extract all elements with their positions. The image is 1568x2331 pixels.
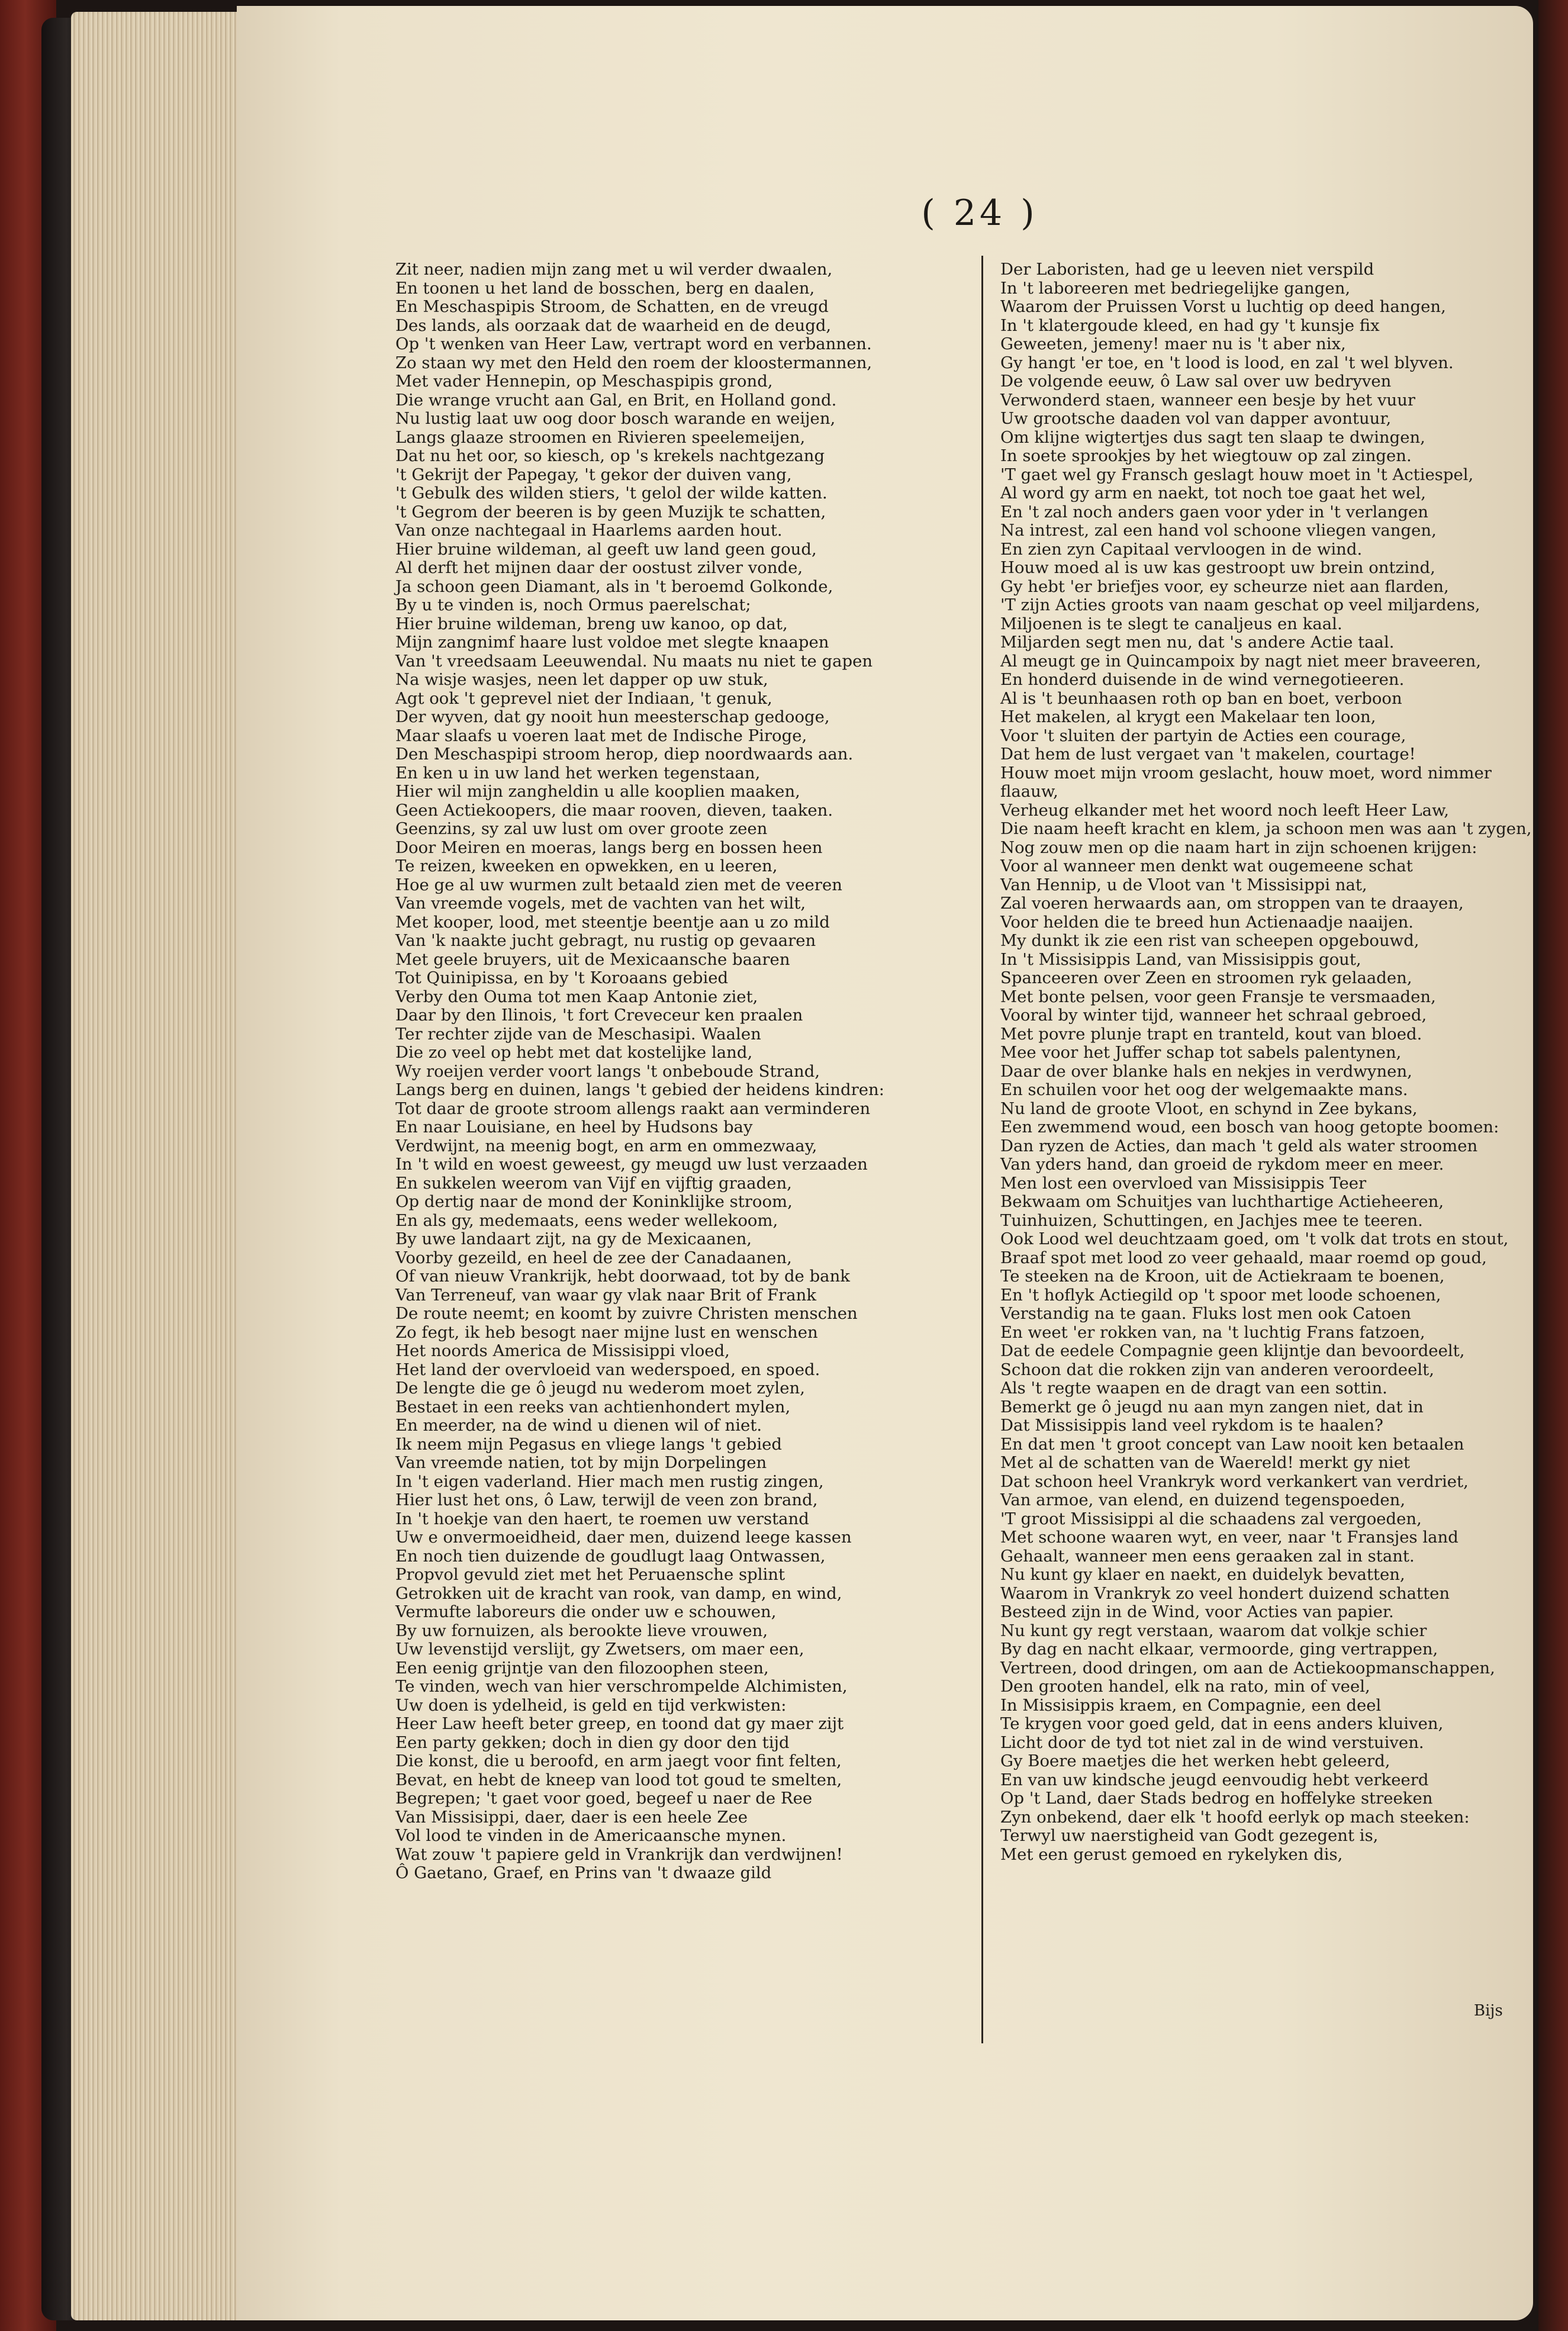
- verse-line: En ken u in uw land het werken tegenstaan,: [395, 763, 761, 783]
- verse-line: Langs berg en duinen, langs 't gebied der heidens kindren:: [395, 1080, 884, 1099]
- verse-line: Uw grootsche daaden vol van dapper avontuur,: [1000, 409, 1392, 428]
- verse-line: 'T zijn Acties groots van naam geschat op veel miljardens,: [1000, 595, 1480, 614]
- verse-line: En als gy, medemaats, eens weder wellekoom,: [395, 1210, 778, 1230]
- verse-line: Verdwijnt, na meenig bogt, en arm en ommezwaay,: [395, 1136, 817, 1155]
- verse-line: Zo fegt, ik heb besogt naer mijne lust en wenschen: [395, 1322, 818, 1342]
- verse-line: Met kooper, lood, met steentje beentje aan u zo mild: [395, 912, 830, 932]
- verse-line: In 't hoekje van den haert, te roemen uw verstand: [395, 1509, 809, 1528]
- verse-line: Waarom der Pruissen Vorst u luchtig op deed hangen,: [1000, 297, 1446, 316]
- verse-line: Hier lust het ons, ô Law, terwijl de veen zon brand,: [395, 1490, 818, 1509]
- verse-line: Zyn onbekend, daer elk 't hoofd eerlyk op mach steeken:: [1000, 1807, 1470, 1827]
- verse-line: Te vinden, wech van hier verschrompelde Alchimisten,: [395, 1677, 848, 1696]
- verse-line: Ô Gaetano, Graef, en Prins van 't dwaaze gild: [395, 1863, 772, 1882]
- verse-line: Heer Law heeft beter greep, en toond dat gy maer zijt: [395, 1714, 844, 1733]
- verse-line: En 't zal noch anders gaen voor yder in 't verlangen: [1000, 502, 1429, 521]
- verse-line: Na wisje wasjes, neen let dapper op uw stuk,: [395, 670, 768, 689]
- verse-line: 'T groot Missisippi al die schaadens zal vergoeden,: [1000, 1509, 1422, 1528]
- verse-line: Getrokken uit de kracht van rook, van damp, en wind,: [395, 1583, 842, 1603]
- verse-line: Op 't Land, daer Stads bedrog en hoffelyke streeken: [1000, 1789, 1433, 1808]
- verse-line: Tot Quinipissa, en by 't Koroaans gebied: [395, 968, 729, 987]
- verse-line: Nu lustig laat uw oog door bosch warande en weijen,: [395, 409, 836, 428]
- verse-line: Bekwaam om Schuitjes van luchthartige Actieheeren,: [1000, 1192, 1444, 1211]
- verse-line: Met geele bruyers, uit de Mexicaansche baaren: [395, 949, 790, 969]
- verse-line: Met vader Hennepin, op Meschaspipis grond,: [395, 372, 773, 391]
- verse-line: In 't klatergoude kleed, en had gy 't kunsje fix: [1000, 315, 1380, 335]
- verse-line: By u te vinden is, noch Ormus paerelschat;: [395, 595, 751, 614]
- verse-line: Het noords America de Missisippi vloed,: [395, 1341, 730, 1360]
- verse-line: Die naam heeft kracht en klem, ja schoon men was aan 't zygen,: [1000, 819, 1532, 838]
- verse-line: Te reizen, kweeken en opwekken, en u leeren,: [395, 857, 778, 875]
- verse-line: Ook Lood wel deuchtzaam goed, om 't volk dat trots en stout,: [1000, 1229, 1509, 1248]
- verse-line: Daar by den Ilinois, 't fort Creveceur ken praalen: [395, 1006, 803, 1025]
- verse-line: Zo staan wy met den Held den roem der kloostermannen,: [395, 353, 872, 372]
- verse-line: Dan ryzen de Acties, dan mach 't geld als water stroomen: [1000, 1136, 1478, 1155]
- verse-line: De volgende eeuw, ô Law sal over uw bedryven: [1000, 372, 1392, 391]
- verse-line: Dat hem de lust vergaet van 't makelen, courtage!: [1000, 745, 1416, 764]
- verse-line: Propvol gevuld ziet met het Peruaensche splint: [395, 1565, 785, 1584]
- verse-line: Ik neem mijn Pegasus en vliege langs 't gebied: [395, 1434, 783, 1454]
- page-edges: [71, 12, 249, 2320]
- verse-line: Bevat, en hebt de kneep van lood tot goud te smelten,: [395, 1770, 842, 1789]
- verse-line: In soete sprookjes by het wiegtouw op zal zingen.: [1000, 446, 1412, 465]
- verse-line: Het makelen, al krygt een Makelaar ten loon,: [1000, 707, 1376, 726]
- verse-line: Van Hennip, u de Vloot van 't Missisippi nat,: [1000, 875, 1367, 894]
- verse-line: Wy roeijen verder voort langs 't onbeboude Strand,: [395, 1061, 820, 1081]
- verse-line: Voor 't sluiten der partyin de Acties een courage,: [1000, 726, 1406, 745]
- verse-line: Op 't wenken van Heer Law, vertrapt word en verbannen.: [395, 334, 872, 353]
- verse-line: Verheug elkander met het woord noch leeft Heer Law,: [1000, 800, 1449, 820]
- verse-line: Met bonte pelsen, voor geen Fransje te versmaaden,: [1000, 987, 1436, 1006]
- verse-line: Hier bruine wildeman, al geeft uw land geen goud,: [395, 539, 817, 559]
- verse-line: Dat schoon heel Vrankryk word verkankert van verdriet,: [1000, 1472, 1469, 1491]
- verse-line: Houw moed al is uw kas gestroopt uw brein ontzind,: [1000, 558, 1435, 577]
- verse-line: Tuinhuizen, Schuttingen, en Jachjes mee te teeren.: [1000, 1210, 1423, 1230]
- verse-line: Houw moet mijn vroom geslacht, houw moet, word nimmer: [1000, 763, 1492, 783]
- verse-line: Verstandig na te gaan. Fluks lost men ook Catoen: [1000, 1304, 1411, 1323]
- verse-line: Uw doen is ydelheid, is geld en tijd verkwisten:: [395, 1695, 787, 1715]
- right-column: [1000, 260, 1532, 1864]
- verse-line: Maar slaafs u voeren laat met de Indische Piroge,: [395, 726, 807, 745]
- verse-line: Met povre plunje trapt en tranteld, kout van bloed.: [1000, 1024, 1422, 1044]
- verse-line: Van armoe, van elend, en duizend tegenspoeden,: [1000, 1490, 1406, 1509]
- verse-line: Dat nu het oor, so kiesch, op 's krekels nachtgezang: [395, 446, 825, 465]
- verse-line: Besteed zijn in de Wind, voor Acties van papier.: [1000, 1602, 1394, 1621]
- verse-line: Al derft het mijnen daar der oostust zilver vonde,: [395, 558, 803, 577]
- verse-line: Braaf spot met lood zo veer gehaald, maar roemd op goud,: [1000, 1248, 1487, 1267]
- verse-line: Al word gy arm en naekt, tot noch toe gaat het wel,: [1000, 484, 1426, 503]
- verse-line: Een zwemmend woud, een bosch van hoog getopte boomen:: [1000, 1118, 1499, 1136]
- verse-line: En weet 'er rokken van, na 't luchtig Frans fatzoen,: [1000, 1322, 1425, 1342]
- verse-line: Uw levenstijd verslijt, gy Zwetsers, om maer een,: [395, 1640, 804, 1659]
- verse-line: Die wrange vrucht aan Gal, en Brit, en Holland gond.: [395, 390, 837, 410]
- verse-line: Geenzins, sy zal uw lust om over groote zeen: [395, 819, 768, 838]
- verse-line: Van vreemde natien, tot by mijn Dorpelingen: [395, 1453, 767, 1472]
- verse-line: Een eenig grijntje van den filozoophen steen,: [395, 1658, 769, 1678]
- verse-line: Miljoenen is te slegt te canaljeus en kaal.: [1000, 614, 1342, 633]
- verse-line: Na intrest, zal een hand vol schoone vliegen vangen,: [1000, 521, 1437, 540]
- verse-line: Zal voeren herwaards aan, om stroppen van te draayen,: [1000, 894, 1464, 913]
- verse-line: 't Gekrijt der Papegay, 't gekor der duiven vang,: [395, 465, 792, 484]
- verse-line: En toonen u het land de bosschen, berg en daalen,: [395, 278, 815, 298]
- verse-line: Ter rechter zijde van de Meschasipi. Waalen: [395, 1024, 761, 1044]
- verse-line: Bestaet in een reeks van achtienhondert mylen,: [395, 1397, 791, 1416]
- verse-line: Van yders hand, dan groeid de rykdom meer en meer.: [1000, 1155, 1444, 1174]
- verse-line: Gy hebt 'er briefjes voor, ey scheurze niet aan flarden,: [1000, 577, 1449, 596]
- verse-line: Wat zouw 't papiere geld in Vrankrijk dan verdwijnen!: [395, 1844, 843, 1864]
- verse-line: Ja schoon geen Diamant, als in 't beroemd Golkonde,: [395, 577, 833, 596]
- verse-line: Van Terreneuf, van waar gy vlak naar Brit of Frank: [395, 1285, 817, 1305]
- verse-line: De route neemt; en koomt by zuivre Christen menschen: [395, 1304, 858, 1323]
- verse-line: Verby den Ouma tot men Kaap Antonie ziet,: [395, 987, 758, 1006]
- verse-line: Van vreemde vogels, met de vachten van het wilt,: [395, 894, 806, 913]
- verse-line: By dag en nacht elkaar, vermoorde, ging vertrappen,: [1000, 1640, 1438, 1659]
- verse-line: My dunkt ik zie een rist van scheepen opgebouwd,: [1000, 931, 1419, 950]
- verse-line: Voor al wanneer men denkt wat ougemeene schat: [1000, 857, 1413, 875]
- dark-cloth-background: [1538, 0, 1568, 2331]
- verse-line: Langs glaaze stroomen en Rivieren speelemeijen,: [395, 427, 806, 447]
- verse-line: Als 't regte waapen en de dragt van een sottin.: [1000, 1379, 1387, 1398]
- verse-line: Hoe ge al uw wurmen zult betaald zien met de veeren: [395, 875, 842, 894]
- verse-line: Verwonderd staen, wanneer een besje by het vuur: [1000, 390, 1416, 410]
- verse-line: Nu kunt gy klaer en naekt, en duidelyk bevatten,: [1000, 1565, 1405, 1584]
- verse-line: 'T gaet wel gy Fransch geslagt houw moet in 't Actiespel,: [1000, 465, 1474, 484]
- verse-line: Vertreen, dood dringen, om aan de Actiekoopmanschappen,: [1000, 1658, 1495, 1678]
- verse-line: En van uw kindsche jeugd eenvoudig hebt verkeerd: [1000, 1770, 1429, 1789]
- verse-line: Van 't vreedsaam Leeuwendal. Nu maats nu niet te gapen: [395, 651, 873, 671]
- verse-line: Met al de schatten van de Waereld! merkt gy niet: [1000, 1453, 1411, 1472]
- verse-line: Waarom in Vrankryk zo veel hondert duizend schatten: [1000, 1583, 1450, 1603]
- verse-line: Vol lood te vinden in de Americaansche mynen.: [395, 1826, 787, 1845]
- verse-line: En Meschaspipis Stroom, de Schatten, en de vreugd: [395, 297, 829, 316]
- verse-line: Het land der overvloeid van wederspoed, en spoed.: [395, 1360, 820, 1379]
- verse-line: Met een gerust gemoed en rykelyken dis,: [1000, 1844, 1343, 1864]
- verse-line: By uwe landaart zijt, na gy de Mexicaanen,: [395, 1229, 752, 1248]
- verse-line: Licht door de tyd tot niet zal in de wind verstuiven.: [1000, 1733, 1424, 1752]
- verse-line: Gy Boere maetjes die het werken hebt geleerd,: [1000, 1752, 1390, 1770]
- page-number: ( 24 ): [921, 192, 1038, 234]
- verse-line: Of van nieuw Vrankrijk, hebt doorwaad, tot by de bank: [395, 1267, 850, 1286]
- verse-line: En 't hoflyk Actiegild op 't spoor met loode schoenen,: [1000, 1285, 1441, 1305]
- verse-line: Des lands, als oorzaak dat de waarheid en de deugd,: [395, 315, 832, 335]
- verse-line: 't Gegrom der beeren is by geen Muzijk te schatten,: [395, 502, 826, 521]
- verse-line: Voorby gezeild, en heel de zee der Canadaanen,: [395, 1248, 792, 1267]
- verse-line: In Missisippis kraem, en Compagnie, een deel: [1000, 1695, 1382, 1715]
- verse-line: Den Meschaspipi stroom herop, diep noordwaards aan.: [395, 745, 854, 764]
- left-column: [395, 260, 946, 1883]
- verse-line: Dat Missisippis land veel rykdom is te haalen?: [1000, 1416, 1383, 1435]
- verse-line: flaauw,: [1000, 782, 1058, 801]
- column-divider: [981, 256, 983, 2043]
- verse-line: Met schoone waaren wyt, en veer, naar 't Fransjes land: [1000, 1528, 1458, 1547]
- verse-line: Terwyl uw naerstigheid van Godt gezegent is,: [1000, 1826, 1379, 1845]
- verse-line: Uw e onvermoeidheid, daer men, duizend leege kassen: [395, 1528, 852, 1547]
- verse-line: Te krygen voor goed geld, dat in eens anders kluiven,: [1000, 1714, 1444, 1733]
- verse-line: Al is 't beunhaasen roth op ban en boet, verboon: [1000, 688, 1402, 708]
- verse-line: By uw fornuizen, als berookte lieve vrouwen,: [395, 1621, 768, 1640]
- verse-line: Mijn zangnimf haare lust voldoe met slegte knaapen: [395, 633, 829, 652]
- verse-line: Van Missisippi, daer, daer is een heele Zee: [395, 1807, 748, 1827]
- verse-line: In 't laboreeren met bedriegelijke gangen,: [1000, 278, 1351, 298]
- verse-line: Hier wil mijn zangheldin u alle kooplien maaken,: [395, 782, 800, 801]
- verse-line: Miljarden segt men nu, dat 's andere Actie taal.: [1000, 633, 1395, 652]
- verse-line: In 't eigen vaderland. Hier mach men rustig zingen,: [395, 1472, 824, 1491]
- catchword: Bijs: [1474, 2002, 1503, 2020]
- verse-line: In 't wild en woest geweest, gy meugd uw lust verzaaden: [395, 1155, 868, 1174]
- verse-line: En sukkelen weerom van Vijf en vijftig graaden,: [395, 1173, 792, 1193]
- verse-line: Nu kunt gy regt verstaan, waarom dat volkje schier: [1000, 1621, 1427, 1640]
- verse-line: Nog zouw men op die naam hart in zijn schoenen krijgen:: [1000, 838, 1477, 857]
- verse-line: 't Gebulk des wilden stiers, 't gelol der wilde katten.: [395, 484, 828, 503]
- verse-line: En schuilen voor het oog der welgemaakte mans.: [1000, 1080, 1408, 1099]
- verse-line: Dat de eedele Compagnie geen klijntje dan bevoordeelt,: [1000, 1341, 1465, 1360]
- verse-line: In 't Missisippis Land, van Missisippis gout,: [1000, 949, 1361, 969]
- verse-line: Vermufte laboreurs die onder uw e schouwen,: [395, 1602, 777, 1621]
- verse-line: Schoon dat die rokken zijn van anderen veroordeelt,: [1000, 1360, 1434, 1379]
- verse-line: Spanceeren over Zeen en stroomen ryk gelaaden,: [1000, 968, 1412, 987]
- verse-line: En zien zyn Capitaal vervloogen in de wind.: [1000, 539, 1363, 559]
- verse-line: Op dertig naar de mond der Koninklijke stroom,: [395, 1192, 793, 1211]
- verse-line: Door Meiren en moeras, langs berg en bossen heen: [395, 838, 823, 857]
- verse-line: Bemerkt ge ô jeugd nu aan myn zangen niet, dat in: [1000, 1397, 1424, 1416]
- verse-line: En meerder, na de wind u dienen wil of niet.: [395, 1416, 762, 1435]
- verse-line: Al meugt ge in Quincampoix by nagt niet meer braveeren,: [1000, 651, 1482, 671]
- verse-line: De lengte die ge ô jeugd nu wederom moet zylen,: [395, 1379, 805, 1398]
- verse-line: Hier bruine wildeman, breng uw kanoo, op dat,: [395, 614, 788, 633]
- verse-line: Geweeten, jemeny! maer nu is 't aber nix,: [1000, 334, 1346, 353]
- verse-line: Een party gekken; doch in dien gy door den tijd: [395, 1733, 790, 1752]
- verse-line: En dat men 't groot concept van Law nooit ken betaalen: [1000, 1434, 1464, 1454]
- verse-line: Tot daar de groote stroom allengs raakt aan verminderen: [395, 1099, 871, 1118]
- verse-line: En noch tien duizende de goudlugt laag Ontwassen,: [395, 1546, 826, 1566]
- verse-line: Te steeken na de Kroon, uit de Actiekraam te boenen,: [1000, 1267, 1445, 1286]
- verse-line: Der Laboristen, had ge u leeven niet verspild: [1000, 260, 1374, 279]
- verse-line: Men lost een overvloed van Missisippis Teer: [1000, 1173, 1367, 1193]
- verse-line: Agt ook 't geprevel niet der Indiaan, 't genuk,: [395, 688, 772, 708]
- verse-line: Daar de over blanke hals en nekjes in verdwynen,: [1000, 1061, 1412, 1081]
- verse-line: Van onze nachtegaal in Haarlems aarden hout.: [395, 521, 783, 540]
- verse-line: Die zo veel op hebt met dat kostelijke land,: [395, 1043, 753, 1062]
- verse-line: Zit neer, nadien mijn zang met u wil verder dwaalen,: [395, 260, 833, 279]
- verse-line: Mee voor het Juffer schap tot sabels palentynen,: [1000, 1043, 1402, 1062]
- verse-line: Der wyven, dat gy nooit hun meesterschap gedooge,: [395, 707, 830, 726]
- verse-line: En naar Louisiane, en heel by Hudsons bay: [395, 1118, 753, 1136]
- verse-line: Gehaalt, wanneer men eens geraaken zal in stant.: [1000, 1546, 1415, 1566]
- verse-line: Geen Actiekoopers, die maar rooven, dieven, taaken.: [395, 800, 833, 820]
- verse-line: Voor helden die te breed hun Actienaadje naaijen.: [1000, 912, 1414, 932]
- verse-line: Vooral by winter tijd, wanneer het schraal gebroed,: [1000, 1006, 1427, 1025]
- verse-line: Van 'k naakte jucht gebragt, nu rustig op gevaaren: [395, 931, 816, 950]
- verse-line: Begrepen; 't gaet voor goed, begeef u naer de Ree: [395, 1789, 813, 1808]
- verse-line: Den grooten handel, elk na rato, min of veel,: [1000, 1677, 1370, 1696]
- verse-line: Die konst, die u beroofd, en arm jaegt voor fint felten,: [395, 1752, 842, 1770]
- verse-line: Gy hangt 'er toe, en 't lood is lood, en zal 't wel blyven.: [1000, 353, 1454, 372]
- verse-line: En honderd duisende in de wind vernegotieeren.: [1000, 670, 1405, 689]
- verse-line: Om klijne wigtertjes dus sagt ten slaap te dwingen,: [1000, 427, 1425, 447]
- verse-line: Nu land de groote Vloot, en schynd in Zee bykans,: [1000, 1099, 1418, 1118]
